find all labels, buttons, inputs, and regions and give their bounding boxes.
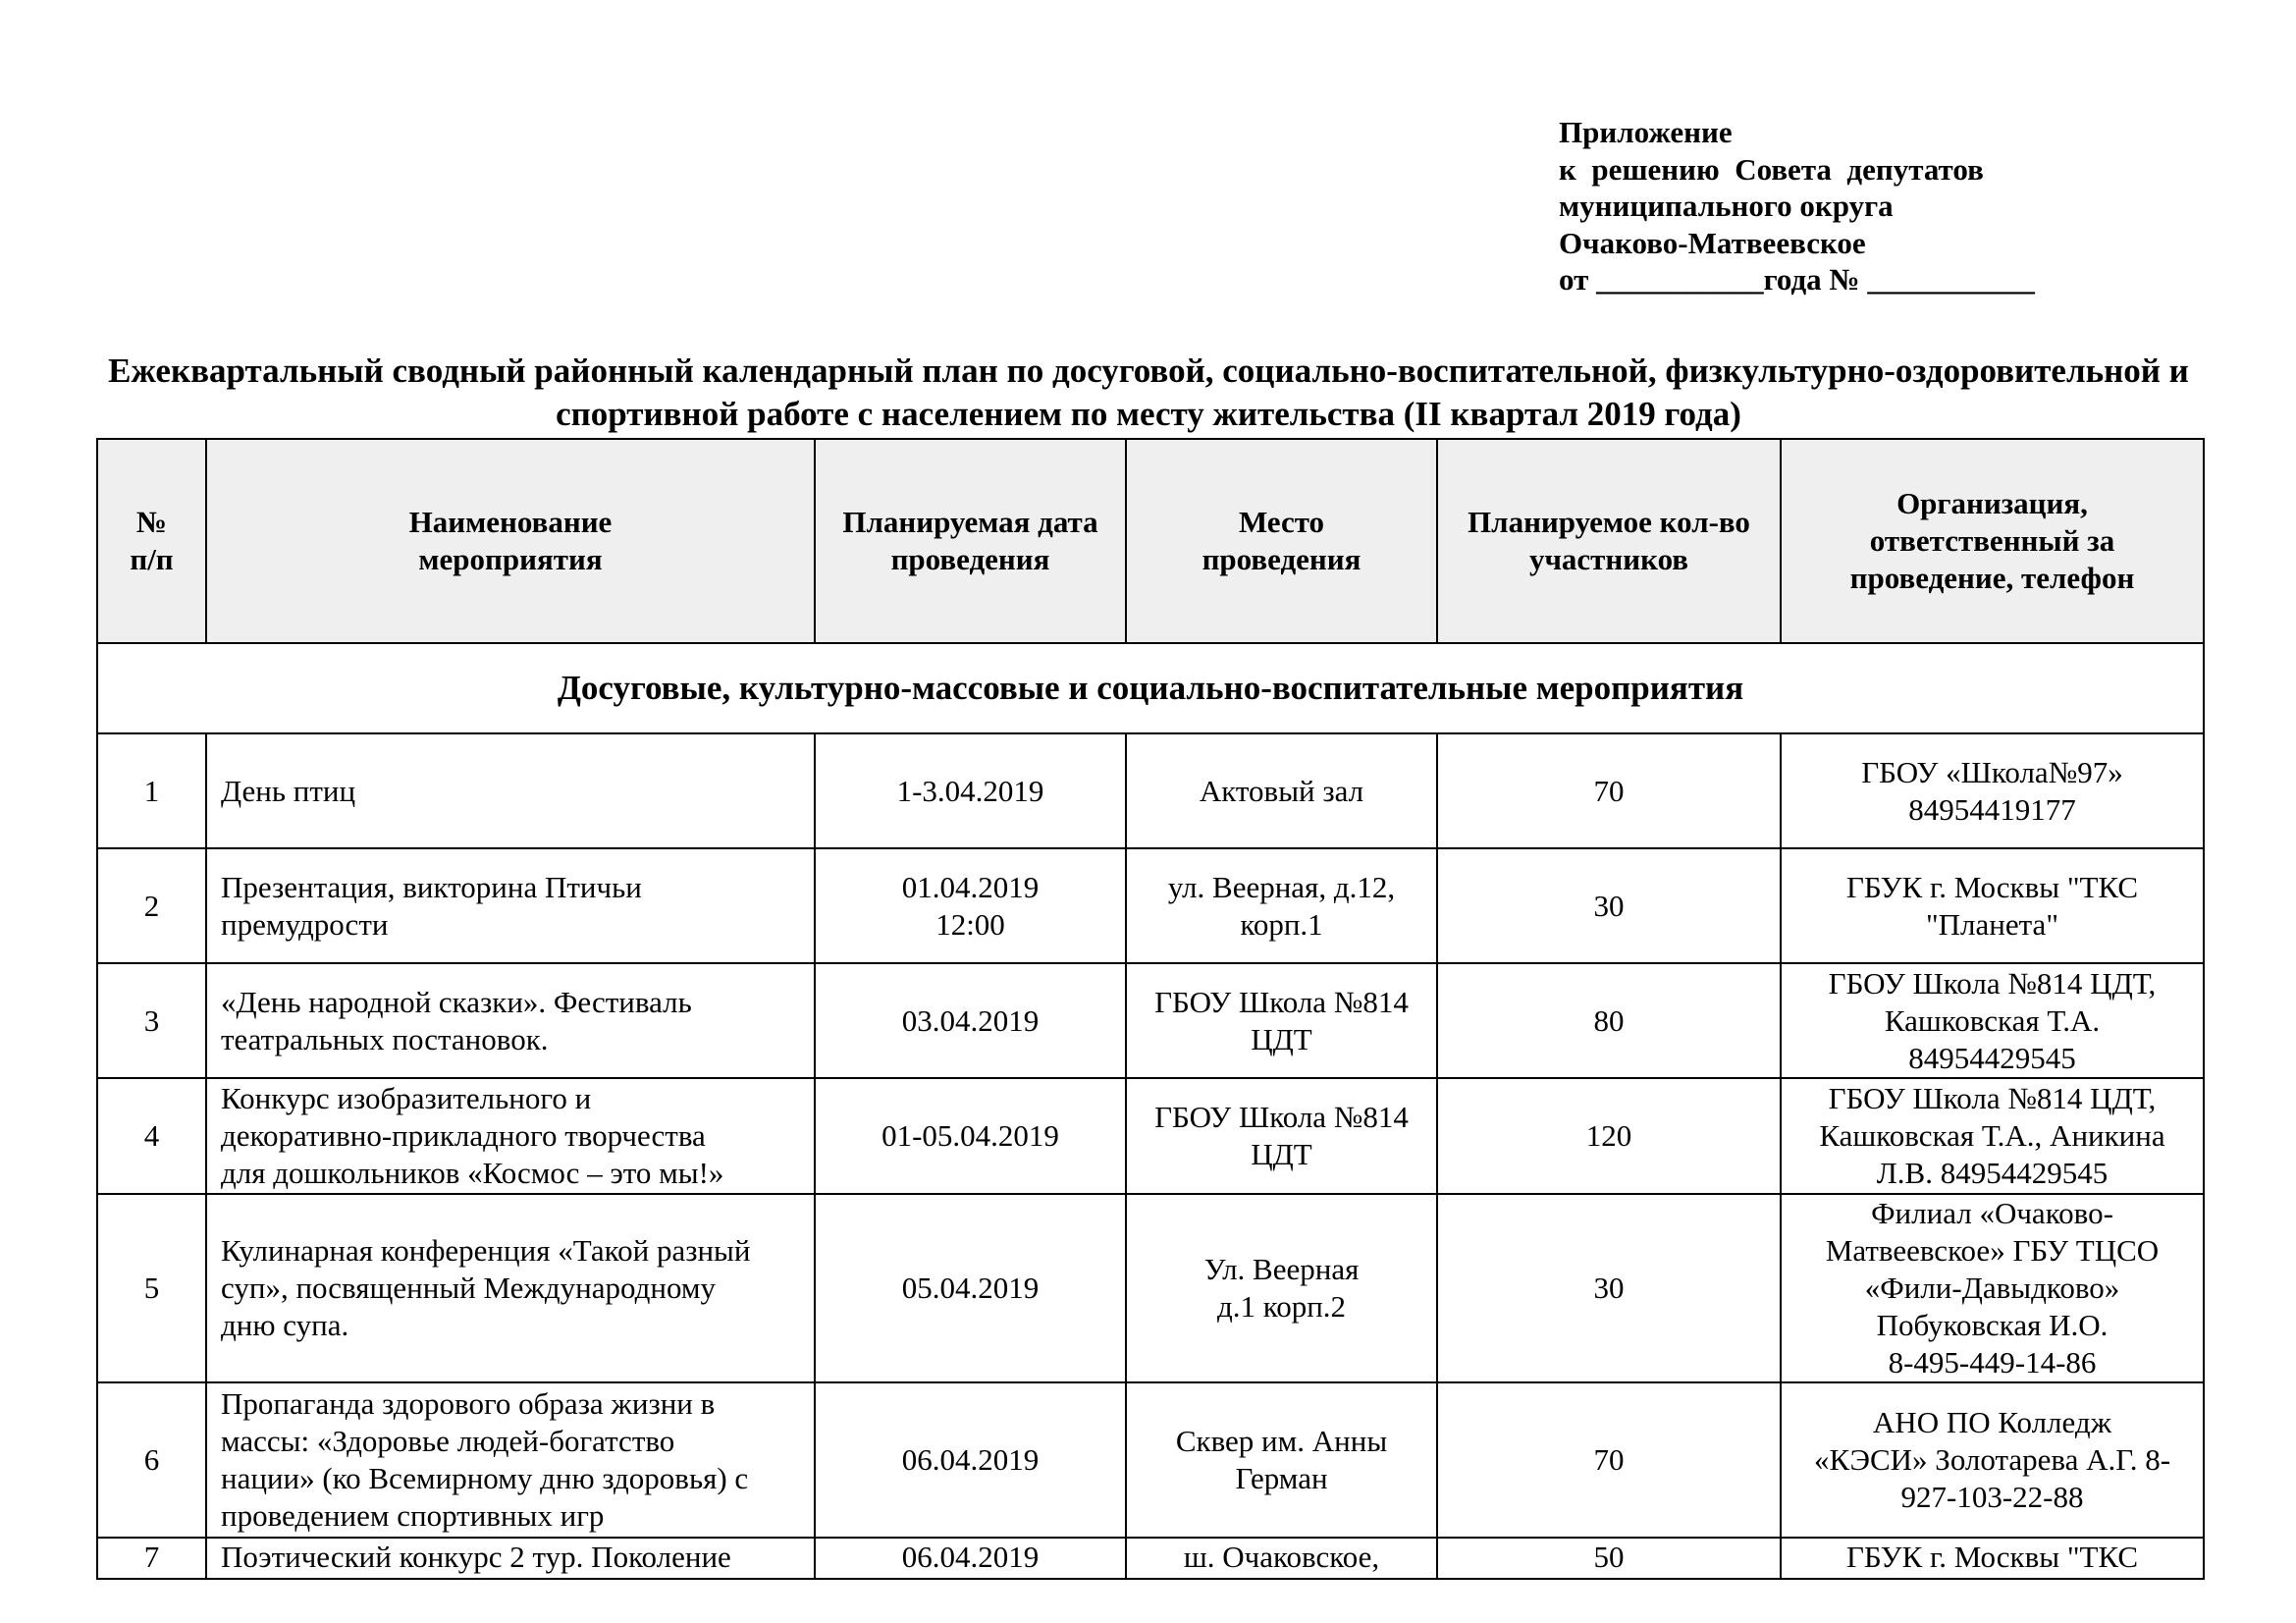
- cell-date: 06.04.2019: [815, 1382, 1126, 1538]
- cell-place: ул. Веерная, д.12, корп.1: [1126, 848, 1437, 963]
- cell-place: ГБОУ Школа №814 ЦДТ: [1126, 1078, 1437, 1194]
- cell-number: 3: [97, 963, 206, 1078]
- table-row: [97, 1382, 2204, 1538]
- header-date: Планируемая дата проведения: [815, 439, 1126, 643]
- header-event-name: Наименование мероприятия: [206, 439, 815, 643]
- cell-date: 06.04.2019: [815, 1538, 1126, 1579]
- header-number: № п/п: [97, 439, 206, 643]
- cell-number: 4: [97, 1078, 206, 1194]
- cell-event-name: Поэтический конкурс 2 тур. Поколение: [206, 1538, 815, 1579]
- cell-date: 05.04.2019: [815, 1194, 1126, 1382]
- cell-organization: ГБОУ «Школа№97» 84954419177: [1781, 733, 2204, 848]
- cell-participants: 50: [1437, 1538, 1781, 1579]
- cell-participants: 120: [1437, 1078, 1781, 1194]
- header-participants: Планируемое кол-во участников: [1437, 439, 1781, 643]
- table-row: [97, 963, 2204, 1078]
- plan-table: [96, 438, 2205, 1580]
- cell-event-name: День птиц: [206, 733, 815, 848]
- cell-participants: 70: [1437, 1382, 1781, 1538]
- appendix-line: Очаково-Матвеевское: [1559, 225, 1866, 260]
- appendix-line: от ___________года № ___________: [1559, 262, 2035, 297]
- section-title: Досуговые, культурно-массовые и социально-воспитательные мероприятия: [97, 643, 2204, 733]
- header-place: Место проведения: [1126, 439, 1437, 643]
- cell-event-name: Презентация, викторина Птичьи премудрости: [206, 848, 815, 963]
- cell-event-name: «День народной сказки». Фестиваль театральных постановок.: [206, 963, 815, 1078]
- cell-number: 2: [97, 848, 206, 963]
- cell-participants: 70: [1437, 733, 1781, 848]
- cell-place: ш. Очаковское,: [1126, 1538, 1437, 1579]
- cell-organization: Филиал «Очаково- Матвеевское» ГБУ ТЦСО «Фили-Давыдково» Побуковская И.О. 8-495-449-14-86: [1781, 1194, 2204, 1382]
- cell-event-name: Конкурс изобразительного и декоративно-прикладного творчества для дошкольников «Космос – это мы!»: [206, 1078, 815, 1194]
- cell-place: ГБОУ Школа №814 ЦДТ: [1126, 963, 1437, 1078]
- header-organization: Организация, ответственный за проведение, телефон: [1781, 439, 2204, 643]
- cell-organization: ГБУК г. Москвы "ТКС: [1781, 1538, 2204, 1579]
- cell-number: 5: [97, 1194, 206, 1382]
- table-row: [97, 733, 2204, 848]
- cell-date: 01.04.2019 12:00: [815, 848, 1126, 963]
- cell-date: 1-3.04.2019: [815, 733, 1126, 848]
- table-row: [97, 1194, 2204, 1382]
- table-row: [97, 1078, 2204, 1194]
- cell-place: Актовый зал: [1126, 733, 1437, 848]
- table-row: [97, 848, 2204, 963]
- appendix-line: Приложение: [1559, 115, 1733, 149]
- cell-number: 6: [97, 1382, 206, 1538]
- appendix-line: к решению Совета депутатов: [1559, 151, 1984, 187]
- document-title: Ежеквартальный сводный районный календарный план по досуговой, социально-воспитательной, физкультурно-оздоровительной и спортивной работе с населением по месту жительства (II квартал 2019 года): [108, 352, 2189, 433]
- cell-organization: ГБОУ Школа №814 ЦДТ, Кашковская Т.А., Аникина Л.В. 84954429545: [1781, 1078, 2204, 1194]
- cell-number: 1: [97, 733, 206, 848]
- cell-participants: 30: [1437, 1194, 1781, 1382]
- cell-organization: АНО ПО Колледж «КЭСИ» Золотарева А.Г. 8- 927-103-22-88: [1781, 1382, 2204, 1538]
- section-row: [97, 643, 2204, 733]
- table-header-row: [97, 439, 2204, 643]
- cell-date: 01-05.04.2019: [815, 1078, 1126, 1194]
- cell-organization: ГБУК г. Москвы "ТКС "Планета": [1781, 848, 2204, 963]
- cell-participants: 80: [1437, 963, 1781, 1078]
- cell-organization: ГБОУ Школа №814 ЦДТ, Кашковская Т.А. 84954429545: [1781, 963, 2204, 1078]
- cell-participants: 30: [1437, 848, 1781, 963]
- cell-date: 03.04.2019: [815, 963, 1126, 1078]
- table-row-partial: [97, 1538, 2204, 1579]
- cell-event-name: Пропаганда здорового образа жизни в массы: «Здоровье людей-богатство нации» (ко Всемирному дню здоровья) с проведением спортивных игр: [206, 1382, 815, 1538]
- cell-number: 7: [97, 1538, 206, 1579]
- appendix-line: муниципального округа: [1559, 189, 1894, 223]
- cell-event-name: Кулинарная конференция «Такой разный суп», посвященный Международному дню супа.: [206, 1194, 815, 1382]
- cell-place: Ул. Веерная д.1 корп.2: [1126, 1194, 1437, 1382]
- appendix-block: [1559, 114, 2035, 298]
- cell-place: Сквер им. Анны Герман: [1126, 1382, 1437, 1538]
